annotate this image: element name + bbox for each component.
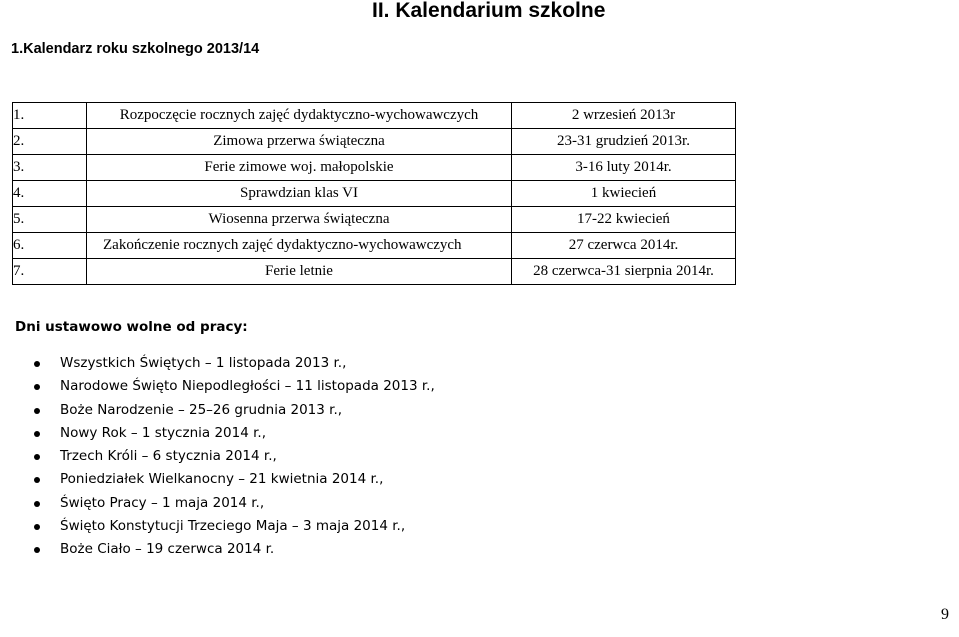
row-number: 2. xyxy=(13,129,87,155)
page-number: 9 xyxy=(941,606,949,623)
list-item xyxy=(0,399,435,422)
holiday-text: Święto Pracy – 1 maja 2014 r., xyxy=(60,494,265,511)
table-row xyxy=(13,155,736,181)
bullet-icon xyxy=(34,408,40,414)
list-item xyxy=(0,422,435,445)
holidays-list xyxy=(0,352,435,562)
row-date: 3-16 luty 2014r. xyxy=(512,155,736,181)
bullet-icon xyxy=(34,431,40,437)
calendar-table xyxy=(12,102,736,285)
row-event: Ferie zimowe woj. małopolskie xyxy=(87,155,512,181)
list-item xyxy=(0,515,435,538)
row-number: 3. xyxy=(13,155,87,181)
row-number: 5. xyxy=(13,207,87,233)
holidays-heading: Dni ustawowo wolne od pracy: xyxy=(15,319,248,335)
holiday-text: Narodowe Święto Niepodległości – 11 listopada 2013 r., xyxy=(60,378,435,395)
list-item xyxy=(0,468,435,491)
holiday-text: Poniedziałek Wielkanocny – 21 kwietnia 2014 r., xyxy=(60,471,384,488)
bullet-icon xyxy=(34,547,40,553)
holiday-text: Boże Narodzenie – 25–26 grudnia 2013 r., xyxy=(60,401,343,418)
holiday-text: Nowy Rok – 1 stycznia 2014 r., xyxy=(60,424,266,441)
table-row xyxy=(13,181,736,207)
section-title: 1.Kalendarz roku szkolnego 2013/14 xyxy=(11,41,260,57)
holiday-text: Trzech Króli – 6 stycznia 2014 r., xyxy=(60,448,277,465)
holiday-text: Święto Konstytucji Trzeciego Maja – 3 maja 2014 r., xyxy=(60,518,406,535)
row-number: 1. xyxy=(13,103,87,129)
list-item xyxy=(0,538,435,561)
bullet-icon xyxy=(34,524,40,530)
list-item xyxy=(0,352,435,375)
row-event: Zimowa przerwa świąteczna xyxy=(87,129,512,155)
list-item xyxy=(0,375,435,398)
list-item xyxy=(0,445,435,468)
bullet-icon xyxy=(34,501,40,507)
table-row xyxy=(13,103,736,129)
row-date: 2 wrzesień 2013r xyxy=(512,103,736,129)
row-event: Sprawdzian klas VI xyxy=(87,181,512,207)
bullet-icon xyxy=(34,384,40,390)
table-row xyxy=(13,233,736,259)
row-event: Rozpoczęcie rocznych zajęć dydaktyczno-wychowawczych xyxy=(87,103,512,129)
row-date: 27 czerwca 2014r. xyxy=(512,233,736,259)
table-row xyxy=(13,259,736,285)
row-event: Wiosenna przerwa świąteczna xyxy=(87,207,512,233)
table-row xyxy=(13,207,736,233)
row-event: Ferie letnie xyxy=(87,259,512,285)
row-date: 23-31 grudzień 2013r. xyxy=(512,129,736,155)
row-date: 17-22 kwiecień xyxy=(512,207,736,233)
bullet-icon xyxy=(34,454,40,460)
row-event: Zakończenie rocznych zajęć dydaktyczno-wychowawczych xyxy=(87,233,512,259)
list-item xyxy=(0,492,435,515)
page-title: II. Kalendarium szkolne xyxy=(372,0,606,22)
row-number: 4. xyxy=(13,181,87,207)
table-row xyxy=(13,129,736,155)
bullet-icon xyxy=(34,361,40,367)
holiday-text: Boże Ciało – 19 czerwca 2014 r. xyxy=(60,541,275,558)
row-number: 6. xyxy=(13,233,87,259)
holiday-text: Wszystkich Świętych – 1 listopada 2013 r., xyxy=(60,355,347,371)
row-date: 1 kwiecień xyxy=(512,181,736,207)
row-date: 28 czerwca-31 sierpnia 2014r. xyxy=(512,259,736,285)
bullet-icon xyxy=(34,477,40,483)
row-number: 7. xyxy=(13,259,87,285)
